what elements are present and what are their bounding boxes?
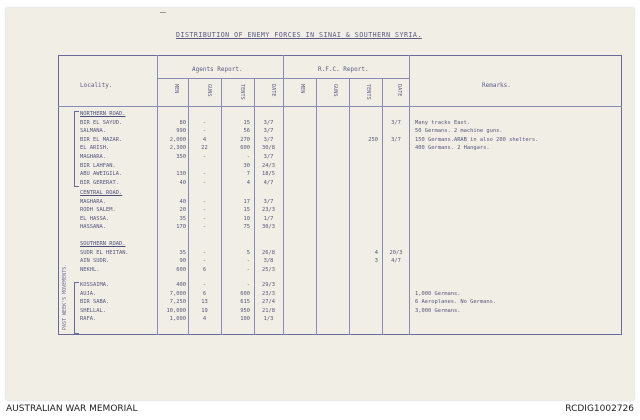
locality-cell: SHELLAL. [80,307,106,314]
value-cell: 27/4 [262,299,275,306]
value-cell: 80 [179,119,186,126]
value-cell: 20 [179,207,186,214]
header-rfc-tents: TENTS [365,84,371,100]
footer-record-id: RCDIG1002726 [565,404,634,414]
value-cell: 6 [202,290,207,297]
value-cell: 25/3 [262,266,275,273]
header-agents-date: DATE [270,84,276,97]
value-cell: - [202,207,207,214]
value-cell: 2,300 [169,145,186,152]
value-cell: 3 [374,258,378,265]
value-cell: 3/7 [263,154,274,160]
value-cell: 20/3 [389,249,403,256]
value-cell: 100 [240,316,250,323]
header-agents-tents: TENTS [239,84,245,100]
value-cell: 30/3 [262,224,275,231]
value-cell: 615 [240,299,250,306]
value-cell: 4 [246,179,250,186]
value-cell: 23/3 [262,207,275,214]
locality-cell: MAGHARA. [80,198,106,205]
locality-cell: EL HASSA. [80,215,110,222]
value-cell: 250 [368,136,378,143]
value-cell: 13 [201,299,208,306]
locality-cell: AUJA. [80,290,97,297]
col-rule [382,78,383,335]
row-rule [157,78,409,79]
value-cell: 22 [201,145,208,152]
value-cell: 600 [240,290,250,297]
locality-cell: BIR GERERAT. [80,179,119,186]
value-cell: 40 [179,198,186,205]
locality-cell: HASSANA. [80,224,106,231]
side-annotation: PAST WEEK'S MOVEMENTS. [62,263,68,330]
value-cell: - [202,249,207,256]
value-cell: 26/8 [262,249,275,256]
value-cell: 15 [243,207,250,214]
value-cell: 3/7 [391,136,401,143]
value-cell: 400 [176,282,186,288]
value-cell: 29/3 [262,282,275,288]
remarks-cell: 1,000 Germans. [415,290,461,297]
col-rule [283,55,284,335]
section-bracket [74,282,79,334]
header-rfc-date: DATE [396,84,402,97]
value-cell: 990 [176,128,186,135]
value-cell: 600 [176,266,186,273]
value-cell: - [202,171,207,178]
value-cell: 1/3 [263,316,274,323]
locality-cell: SALMANA. [80,128,106,135]
value-cell: 7,250 [169,299,186,306]
remarks-cell: 6 Aeroplanes. No Germans. [415,299,497,306]
value-cell: - [246,282,250,288]
value-cell: - [246,258,250,265]
header-remarks: Remarks. [482,82,511,89]
value-cell: - [246,266,250,273]
locality-cell: BIR SABA. [80,299,110,306]
value-cell: 35 [179,249,186,256]
locality-cell: BIR EL SAYUD. [80,119,123,126]
locality-cell: BIR LAHFAN. [80,162,116,169]
col-rule [316,78,317,335]
value-cell: 350 [176,154,186,160]
value-cell: 40 [179,179,186,186]
col-rule [409,55,410,335]
value-cell: - [202,215,207,222]
paper-mark [160,12,166,17]
value-cell: 7,000 [169,290,186,297]
value-cell: 56 [243,128,250,135]
value-cell: 3/7 [391,119,401,126]
remarks-cell: 400 Germans. 2 Hangars. [415,145,490,152]
row-rule [58,106,622,107]
section-heading: SOUTHERN ROAD. [80,241,126,247]
remarks-cell: 3,000 Germans. [415,307,461,314]
section-heading: NORTHERN ROAD. [80,111,126,117]
value-cell: 3/8 [263,258,274,265]
header-rfc-report: R.F.C. Report. [318,66,369,73]
value-cell: 17 [243,198,250,205]
document-title: DISTRIBUTION OF ENEMY FORCES IN SINAI & SOUTHERN SYRIA. [176,31,422,39]
value-cell: 24/3 [262,162,275,169]
value-cell: 30/8 [262,145,275,152]
section-heading: CENTRAL ROAD. [80,190,123,196]
value-cell: 75 [243,224,250,231]
header-agents-report: Agents Report. [192,66,243,73]
value-cell: - [202,258,207,265]
value-cell: 5 [246,249,250,256]
value-cell: 6 [202,266,207,273]
value-cell: 3/7 [263,128,274,135]
value-cell: 4 [374,249,378,256]
value-cell: 7 [246,171,250,178]
header-agents-guns: GUNS [206,84,212,97]
value-cell: 23/3 [262,290,275,297]
value-cell: 30 [243,162,250,169]
value-cell: 4 [202,316,207,323]
value-cell: 15 [243,119,250,126]
value-cell: 21/8 [262,307,275,314]
locality-cell: MAGHARA. [80,154,106,160]
value-cell: 4 [202,136,207,143]
header-agents-men: MEN [173,84,179,94]
locality-cell: SUDR EL HEITAN. [80,249,129,256]
locality-cell: BIR EL MAZAR. [80,136,123,143]
value-cell: - [202,224,207,231]
locality-cell: RAFA. [80,316,97,323]
value-cell: 950 [240,307,250,314]
value-cell: 270 [240,136,250,143]
footer-archive-name: AUSTRALIAN WAR MEMORIAL [6,404,138,414]
value-cell: 3/7 [263,198,274,205]
value-cell: 3/7 [263,119,274,126]
remarks-cell: Many tracks East. [415,119,471,126]
value-cell: 19 [201,307,208,314]
remarks-cell: 150 Germans.ARAB in also 200 shelters. [415,136,539,143]
locality-cell: AIN SUDR. [80,258,110,265]
value-cell: - [202,198,207,205]
value-cell: - [202,128,207,135]
remarks-cell: 50 Germans. 2 machine guns. [415,128,503,135]
locality-cell: RODH SALEM. [80,207,116,214]
col-rule [349,78,350,335]
value-cell: - [202,154,207,160]
header-rfc-guns: GUNS [332,84,338,97]
value-cell: 4/7 [263,179,274,186]
value-cell: 35 [179,215,186,222]
section-bracket [74,111,79,187]
locality-cell: KOSSAIMA. [80,282,110,288]
value-cell: 18/5 [262,171,275,178]
value-cell: - [246,154,250,160]
value-cell: 600 [240,145,250,152]
header-rfc-men: MEN [299,84,305,94]
value-cell: 130 [176,171,186,178]
value-cell: 4/7 [391,258,401,265]
locality-cell: NEKHL. [80,266,100,273]
value-cell: 10,000 [166,307,186,314]
value-cell: - [202,282,207,288]
value-cell: - [202,179,207,186]
value-cell: 10 [243,215,250,222]
value-cell: 90 [179,258,186,265]
value-cell: 1,000 [169,316,186,323]
value-cell: 1/7 [263,215,274,222]
locality-cell: ABU AWEIGILA. [80,171,123,178]
locality-cell: EL ARISH. [80,145,110,152]
value-cell: 3/7 [263,136,274,143]
header-locality: Locality. [80,82,113,89]
value-cell: 170 [176,224,186,231]
value-cell: 2,000 [169,136,186,143]
value-cell: - [202,119,207,126]
